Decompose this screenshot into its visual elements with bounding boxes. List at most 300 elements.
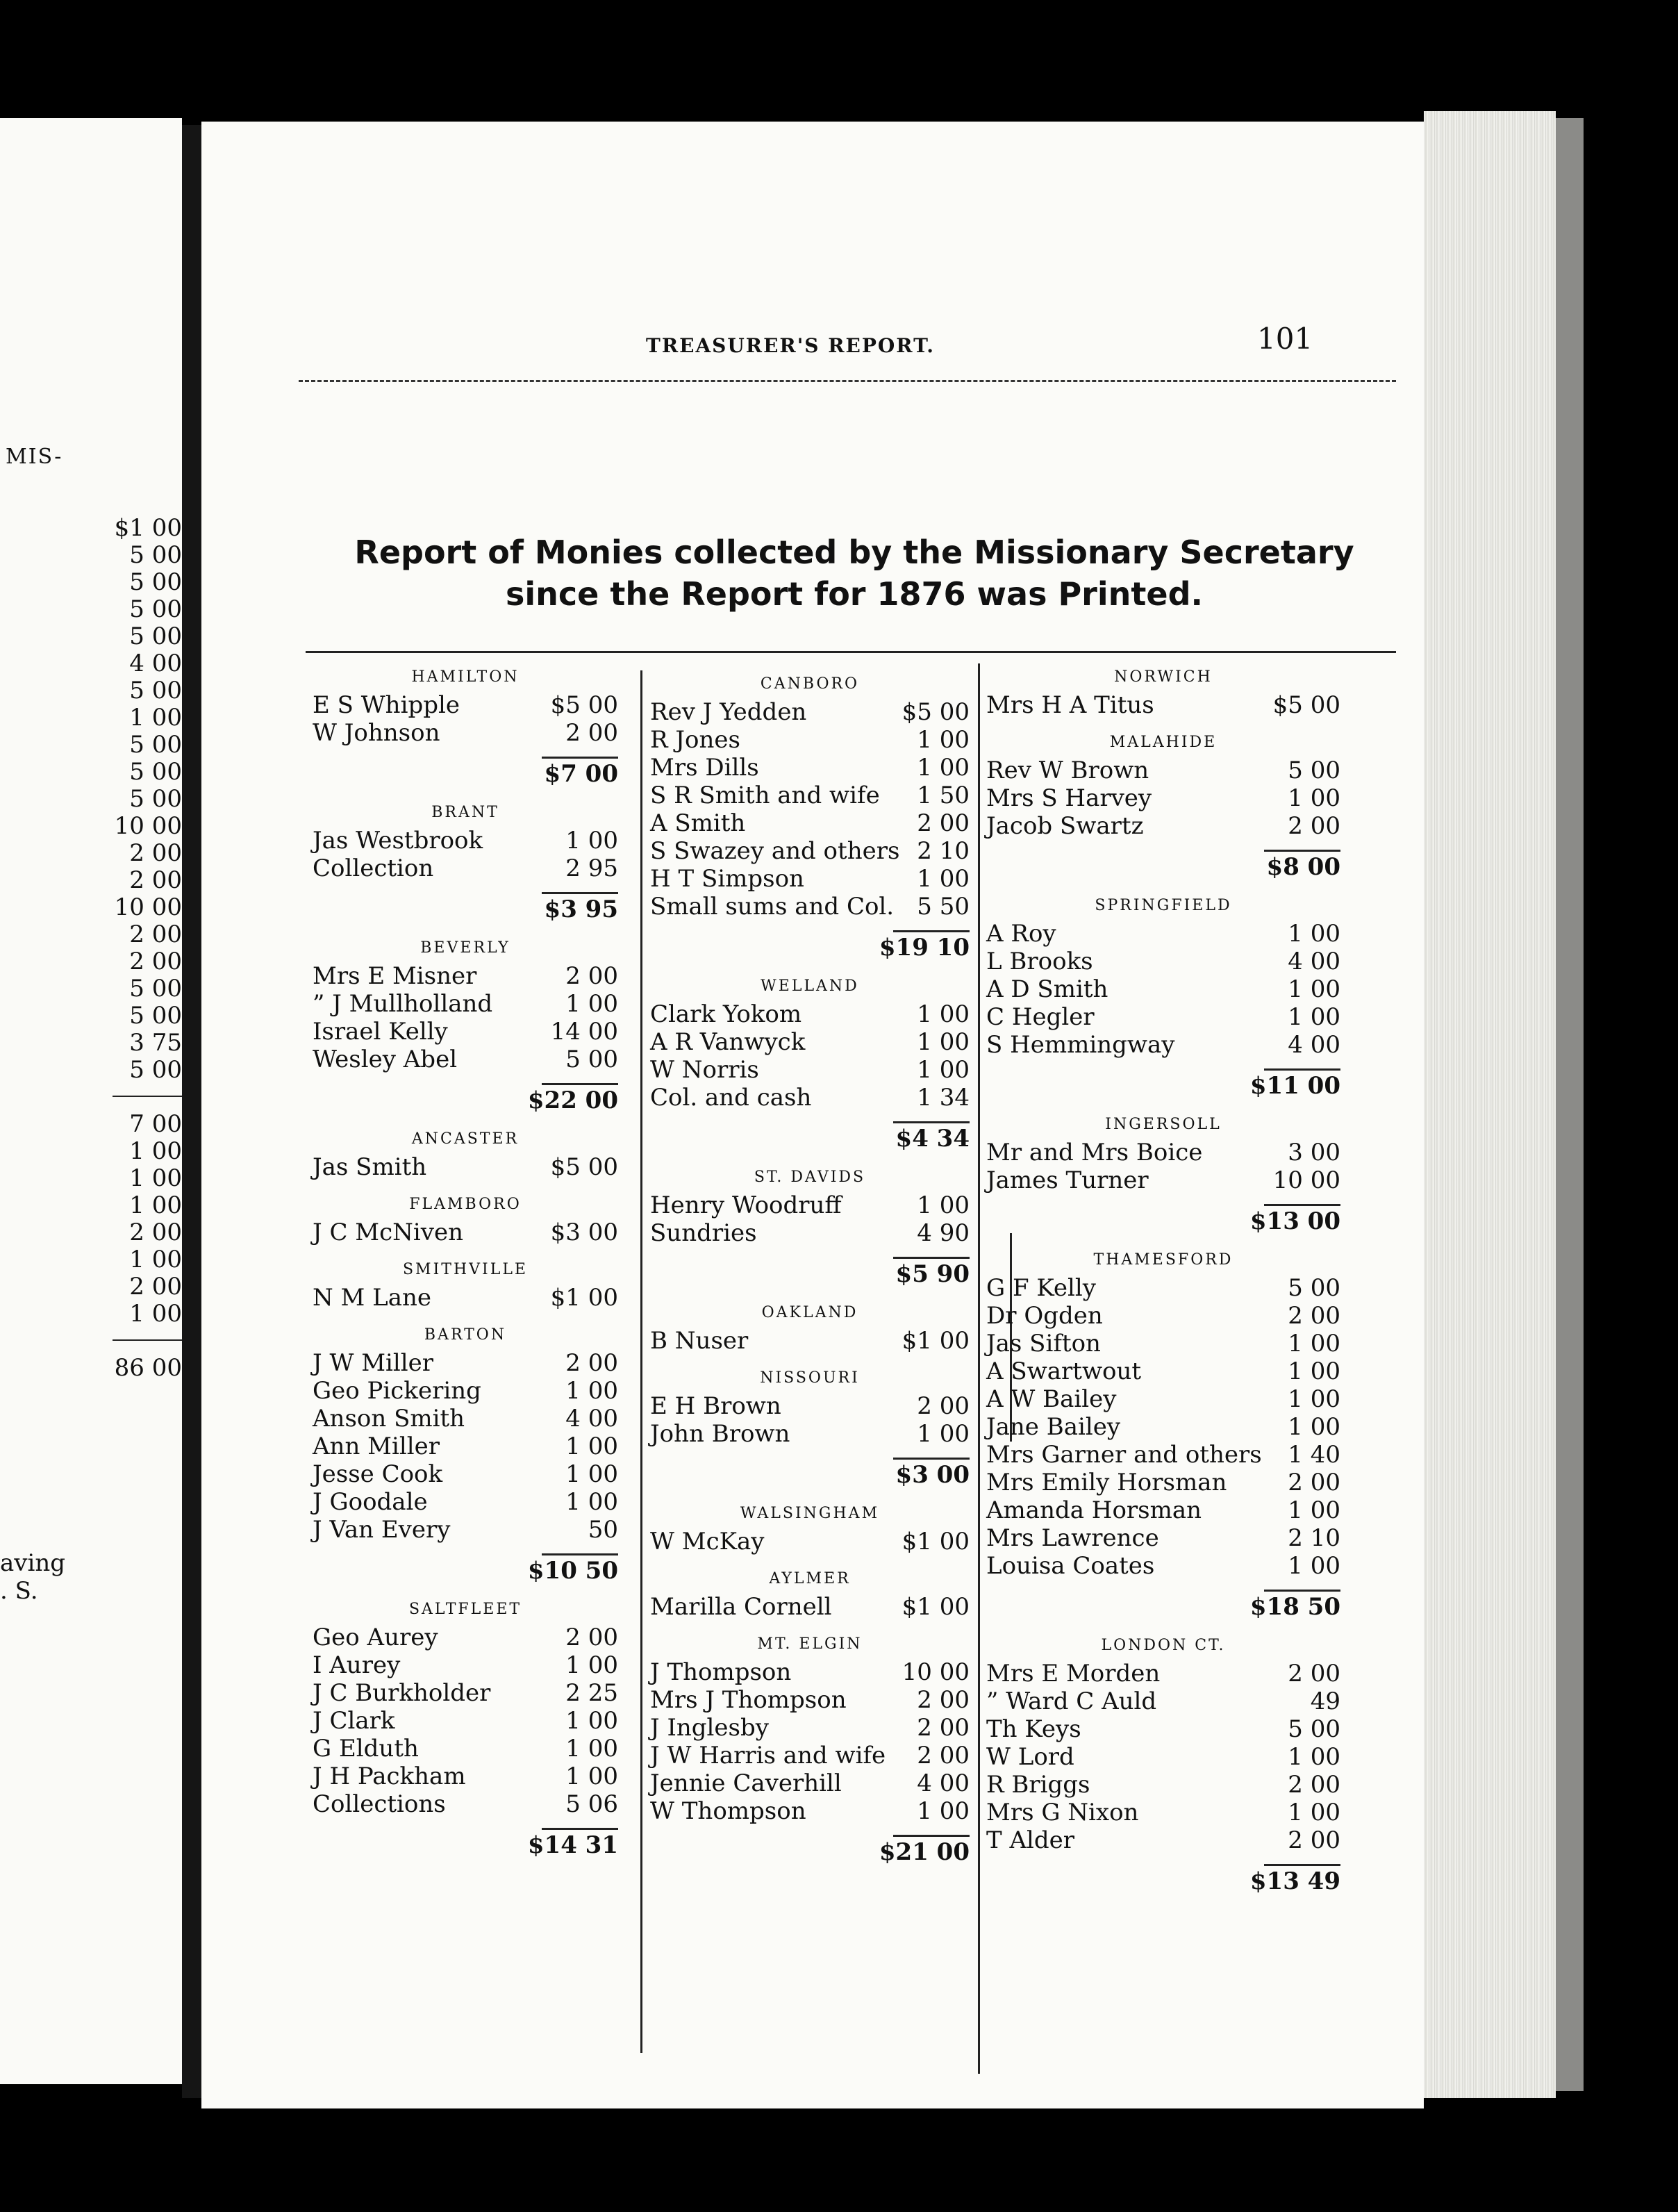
contributor-name: Henry Woodruff — [650, 1191, 842, 1219]
circuit-section — [986, 1246, 1340, 1622]
contributor-name: S Swazey and others — [650, 837, 900, 865]
contribution-row — [986, 1302, 1340, 1330]
contribution-amount: 1 00 — [1288, 1385, 1340, 1413]
contributor-name: R Jones — [650, 726, 740, 754]
report-title — [285, 531, 1424, 615]
section-total-amount: $18 50 — [1249, 1593, 1340, 1621]
contribution-row — [650, 865, 970, 893]
circuit-section — [650, 1164, 970, 1289]
contribution-amount: $1 00 — [550, 1284, 618, 1312]
contribution-row — [313, 1284, 618, 1312]
contributor-name: John Brown — [650, 1420, 790, 1448]
contribution-amount: 1 00 — [1288, 920, 1340, 948]
contribution-row — [986, 1413, 1340, 1441]
section-total-amount: $14 31 — [527, 1831, 618, 1859]
contribution-amount: 10 00 — [902, 1658, 970, 1686]
contributor-name: H T Simpson — [650, 865, 804, 893]
contributor-name: Mr and Mrs Boice — [986, 1139, 1203, 1166]
left-page-amount: 5 00 — [129, 622, 182, 650]
contribution-row — [986, 1826, 1340, 1854]
contribution-row — [986, 1274, 1340, 1302]
left-page-amount: 5 00 — [129, 758, 182, 786]
left-page-trailing-text: aving — [0, 1549, 66, 1577]
report-column — [986, 663, 1340, 1906]
contribution-amount: 2 00 — [917, 1742, 970, 1769]
contribution-amount: 2 25 — [565, 1679, 618, 1707]
title-rule — [306, 651, 1396, 653]
left-page-fragment — [0, 118, 182, 2084]
contribution-amount: 1 00 — [565, 827, 618, 855]
left-page-amount: 5 00 — [129, 785, 182, 813]
contribution-amount: 1 00 — [1288, 1003, 1340, 1031]
section-total — [986, 1592, 1340, 1622]
contributor-name: E S Whipple — [313, 691, 460, 719]
contribution-row — [986, 1330, 1340, 1357]
section-total — [650, 1259, 970, 1289]
contributor-name: Jennie Caverhill — [650, 1769, 842, 1797]
contribution-amount: 2 00 — [1288, 1660, 1340, 1687]
contributor-name: T Alder — [986, 1826, 1075, 1854]
contributor-name: Mrs E Misner — [313, 962, 477, 990]
contribution-amount: 2 00 — [917, 809, 970, 837]
section-total-amount: $10 50 — [527, 1557, 618, 1585]
left-page-amount: 2 00 — [129, 921, 182, 948]
contribution-amount: 1 00 — [565, 1763, 618, 1790]
left-page-amount: 10 00 — [114, 893, 182, 921]
left-page-amount: 2 00 — [129, 1273, 182, 1301]
circuit-name: WALSINGHAM — [740, 1505, 880, 1522]
left-page-amount: 1 00 — [129, 1246, 182, 1273]
left-page-amount: 2 00 — [129, 948, 182, 975]
contribution-row — [986, 1687, 1340, 1715]
contributor-name: I Aurey — [313, 1651, 401, 1679]
left-page-rule — [113, 1096, 182, 1097]
contributor-name: E H Brown — [650, 1392, 781, 1420]
circuit-section — [313, 934, 618, 1116]
section-total — [313, 1085, 618, 1116]
contribution-amount: 2 00 — [1288, 1469, 1340, 1496]
left-page-amount: 2 00 — [129, 1219, 182, 1246]
contribution-row — [313, 1624, 618, 1651]
contribution-row — [986, 1139, 1340, 1166]
section-total — [650, 1837, 970, 1867]
contributor-name: Jas Westbrook — [313, 827, 483, 855]
book-spine — [182, 125, 201, 2098]
section-total — [986, 1866, 1340, 1897]
circuit-name: NORWICH — [1114, 668, 1213, 686]
circuit-section — [650, 670, 970, 963]
contribution-row — [650, 754, 970, 782]
contribution-amount: 1 00 — [917, 1000, 970, 1028]
contributor-name: Mrs Garner and others — [986, 1441, 1262, 1469]
contribution-row — [986, 1743, 1340, 1771]
contribution-row — [986, 1031, 1340, 1059]
circuit-section — [313, 1321, 618, 1586]
contribution-row — [650, 1392, 970, 1420]
contribution-amount: 1 00 — [1288, 1799, 1340, 1826]
left-page-amount: 2 00 — [129, 839, 182, 867]
contribution-amount: 1 00 — [565, 1735, 618, 1763]
contribution-row — [650, 893, 970, 921]
contribution-row — [313, 1046, 618, 1073]
circuit-name: CANBORO — [760, 675, 860, 693]
report-title-line-2: since the Report for 1876 was Printed. — [506, 575, 1203, 613]
contribution-row — [650, 1742, 970, 1769]
column-divider — [978, 663, 980, 2074]
contribution-amount: 2 95 — [565, 855, 618, 882]
contribution-row — [986, 975, 1340, 1003]
contribution-row — [313, 1349, 618, 1377]
section-total-amount: $3 00 — [895, 1461, 970, 1489]
contributor-name: Geo Pickering — [313, 1377, 481, 1405]
page-edges — [1424, 111, 1556, 2098]
contribution-row — [313, 1735, 618, 1763]
contributor-name: R Briggs — [986, 1771, 1090, 1799]
left-page-amount: 7 00 — [129, 1110, 182, 1138]
contribution-amount: 50 — [588, 1516, 618, 1544]
contribution-amount: 1 00 — [1288, 1330, 1340, 1357]
contribution-row — [650, 1000, 970, 1028]
contributor-name: Clark Yokom — [650, 1000, 802, 1028]
left-page-amount: 5 00 — [129, 731, 182, 759]
section-total-amount: $22 00 — [527, 1087, 618, 1114]
contribution-row — [313, 855, 618, 882]
contribution-amount: 1 00 — [917, 1420, 970, 1448]
left-page-amount: 5 00 — [129, 541, 182, 569]
contribution-amount: 1 00 — [565, 1433, 618, 1460]
section-total — [986, 1071, 1340, 1101]
contribution-amount: 2 00 — [1288, 1302, 1340, 1330]
contributor-name: J C McNiven — [313, 1219, 463, 1246]
contributor-name: Jas Smith — [313, 1153, 427, 1181]
section-total — [650, 932, 970, 963]
circuit-section — [650, 1364, 970, 1490]
section-total-amount: $19 10 — [879, 934, 970, 961]
contribution-amount: 2 00 — [917, 1686, 970, 1714]
contribution-row — [650, 837, 970, 865]
column-divider — [640, 670, 642, 2053]
left-page-amount: $1 00 — [114, 514, 182, 542]
contribution-amount: $5 00 — [550, 1153, 618, 1181]
contributor-name: Col. and cash — [650, 1084, 812, 1112]
contribution-row — [313, 1679, 618, 1707]
circuit-section — [986, 892, 1340, 1101]
section-total — [313, 1830, 618, 1860]
circuit-name: SALTFLEET — [408, 1601, 522, 1618]
left-page-amount: 1 00 — [129, 1137, 182, 1165]
circuit-section — [313, 1596, 618, 1860]
left-page-amount: 5 00 — [129, 1056, 182, 1084]
contributor-name: A Smith — [650, 809, 746, 837]
contributor-name: Jane Bailey — [986, 1413, 1121, 1441]
left-page-amount: 1 00 — [129, 1300, 182, 1328]
contribution-row — [650, 1714, 970, 1742]
contribution-amount: 5 00 — [1288, 757, 1340, 784]
contribution-amount: 1 00 — [1288, 784, 1340, 812]
contribution-row — [313, 1219, 618, 1246]
contributor-name: ” J Mullholland — [313, 990, 493, 1018]
contribution-row — [650, 726, 970, 754]
contributor-name: Mrs S Harvey — [986, 784, 1152, 812]
contributor-name: J C Burkholder — [313, 1679, 491, 1707]
left-page-amount: 5 00 — [129, 568, 182, 596]
contributor-name: A Swartwout — [986, 1357, 1142, 1385]
contribution-amount: 5 06 — [565, 1790, 618, 1818]
contribution-row — [986, 1799, 1340, 1826]
contributor-name: Israel Kelly — [313, 1018, 448, 1046]
contributor-name: Louisa Coates — [986, 1552, 1155, 1580]
contributor-name: S Hemmingway — [986, 1031, 1175, 1059]
contribution-row — [650, 1658, 970, 1686]
contribution-amount: 2 00 — [1288, 1826, 1340, 1854]
contributor-name: W Thompson — [650, 1797, 806, 1825]
contribution-row — [986, 1003, 1340, 1031]
contribution-row — [650, 1327, 970, 1355]
contributor-name: J W Harris and wife — [650, 1742, 886, 1769]
left-page-amount: 4 00 — [129, 650, 182, 677]
contribution-amount: 1 40 — [1288, 1441, 1340, 1469]
circuit-section — [986, 663, 1340, 719]
circuit-section — [313, 1256, 618, 1312]
contribution-row — [650, 1056, 970, 1084]
left-page-heading: MIS- — [6, 445, 63, 469]
contributor-name: Small sums and Col. — [650, 893, 895, 921]
contribution-row — [313, 990, 618, 1018]
circuit-section — [313, 1191, 618, 1246]
contribution-row — [650, 1528, 970, 1555]
left-page-amount: 1 00 — [129, 1164, 182, 1192]
contributor-name: W Norris — [650, 1056, 759, 1084]
circuit-section — [650, 1631, 970, 1867]
contribution-row — [313, 719, 618, 747]
contribution-row — [986, 784, 1340, 812]
contribution-row — [650, 698, 970, 726]
contribution-row — [313, 1405, 618, 1433]
page-edges-outer — [1556, 118, 1584, 2091]
contributor-name: A Roy — [986, 920, 1056, 948]
contribution-amount: 1 00 — [565, 1651, 618, 1679]
contribution-row — [650, 1084, 970, 1112]
contributor-name: Sundries — [650, 1219, 757, 1247]
contribution-amount: 4 00 — [1288, 1031, 1340, 1059]
contribution-amount: 1 00 — [565, 1707, 618, 1735]
contributor-name: A W Bailey — [986, 1385, 1117, 1413]
contribution-amount: 4 00 — [917, 1769, 970, 1797]
contribution-row — [650, 1769, 970, 1797]
contributor-name: Rev W Brown — [986, 757, 1149, 784]
contribution-amount: 2 00 — [917, 1714, 970, 1742]
contributor-name: Marilla Cornell — [650, 1593, 832, 1621]
contribution-amount: 2 10 — [1288, 1524, 1340, 1552]
section-total — [650, 1123, 970, 1154]
contribution-row — [313, 827, 618, 855]
contribution-amount: 10 00 — [1272, 1166, 1340, 1194]
contributor-name: Mrs H A Titus — [986, 691, 1154, 719]
circuit-section — [986, 1111, 1340, 1237]
contribution-row — [650, 809, 970, 837]
contributor-name: Mrs G Nixon — [986, 1799, 1139, 1826]
left-page-amount: 5 00 — [129, 975, 182, 1002]
contribution-amount: 1 00 — [1288, 1413, 1340, 1441]
contribution-amount: 1 00 — [565, 990, 618, 1018]
report-column — [650, 670, 970, 1877]
contributor-name: S R Smith and wife — [650, 782, 880, 809]
contributor-name: J Thompson — [650, 1658, 792, 1686]
section-total — [986, 1206, 1340, 1237]
section-total-amount: $13 00 — [1249, 1207, 1340, 1235]
contribution-amount: 5 00 — [1288, 1715, 1340, 1743]
circuit-section — [986, 1632, 1340, 1897]
contributor-name: Jesse Cook — [313, 1460, 443, 1488]
contribution-amount: 1 00 — [1288, 1743, 1340, 1771]
contribution-amount: 1 00 — [565, 1460, 618, 1488]
contribution-row — [650, 1191, 970, 1219]
section-total — [313, 759, 618, 789]
contributor-name: Mrs Lawrence — [986, 1524, 1159, 1552]
contribution-row — [986, 691, 1340, 719]
contributor-name: Amanda Horsman — [986, 1496, 1202, 1524]
contribution-amount: 1 00 — [565, 1377, 618, 1405]
contributor-name: Jas Sifton — [986, 1330, 1101, 1357]
circuit-name: HAMILTON — [411, 668, 520, 686]
page-header — [201, 322, 1424, 363]
contributor-name: J Clark — [313, 1707, 395, 1735]
contribution-row — [650, 1028, 970, 1056]
contributor-name: ” Ward C Auld — [986, 1687, 1157, 1715]
contribution-amount: 1 34 — [917, 1084, 970, 1112]
contribution-amount: 2 00 — [1288, 812, 1340, 840]
contribution-amount: 1 00 — [1288, 1357, 1340, 1385]
contribution-amount: $3 00 — [550, 1219, 618, 1246]
contributor-name: Jacob Swartz — [986, 812, 1144, 840]
contribution-row — [313, 1790, 618, 1818]
section-total-amount: $8 00 — [1266, 853, 1340, 881]
section-total — [313, 1555, 618, 1586]
contributor-name: Mrs E Morden — [986, 1660, 1161, 1687]
circuit-name: NISSOURI — [760, 1369, 860, 1387]
contribution-amount: 5 00 — [1288, 1274, 1340, 1302]
circuit-name: WELLAND — [761, 977, 859, 995]
contribution-amount: 2 00 — [565, 1349, 618, 1377]
contributor-name: James Turner — [986, 1166, 1149, 1194]
contribution-amount: 1 00 — [1288, 1496, 1340, 1524]
contributor-name: W Lord — [986, 1743, 1074, 1771]
contributor-name: L Brooks — [986, 948, 1093, 975]
contribution-row — [986, 1469, 1340, 1496]
contribution-amount: $1 00 — [902, 1593, 970, 1621]
contribution-amount: 1 00 — [917, 865, 970, 893]
contribution-row — [313, 962, 618, 990]
section-total — [986, 852, 1340, 882]
contributor-name: Wesley Abel — [313, 1046, 458, 1073]
circuit-section — [313, 1125, 618, 1181]
circuit-section — [650, 1565, 970, 1621]
circuit-name: THAMESFORD — [1093, 1251, 1233, 1269]
left-page-amount: 1 00 — [129, 704, 182, 732]
contribution-amount: 1 50 — [917, 782, 970, 809]
page-number: 101 — [1257, 322, 1313, 356]
contribution-amount: 1 00 — [917, 754, 970, 782]
contribution-amount: 1 00 — [565, 1488, 618, 1516]
contribution-amount: 1 00 — [1288, 1552, 1340, 1580]
contribution-amount: 1 00 — [917, 1191, 970, 1219]
circuit-name: BRANT — [431, 804, 499, 821]
contribution-amount: 1 00 — [917, 726, 970, 754]
contribution-row — [986, 1496, 1340, 1524]
contribution-amount: $5 00 — [902, 698, 970, 726]
contribution-amount: 1 00 — [1288, 975, 1340, 1003]
contribution-row — [313, 1488, 618, 1516]
circuit-section — [313, 663, 618, 789]
left-page-amount: 1 00 — [129, 1191, 182, 1219]
contributor-name: Mrs Dills — [650, 754, 759, 782]
section-total — [313, 894, 618, 925]
contribution-amount: 5 00 — [565, 1046, 618, 1073]
contribution-amount: 4 90 — [917, 1219, 970, 1247]
contributor-name: A R Vanwyck — [650, 1028, 806, 1056]
left-page-amount: 5 00 — [129, 1002, 182, 1030]
circuit-section — [650, 1299, 970, 1355]
contribution-row — [313, 1433, 618, 1460]
contribution-row — [986, 1357, 1340, 1385]
contribution-row — [986, 1524, 1340, 1552]
report-title-line-1: Report of Monies collected by the Missionary Secretary — [354, 534, 1354, 571]
circuit-name: FLAMBORO — [409, 1196, 522, 1213]
section-total-amount: $7 00 — [544, 760, 618, 788]
circuit-name: INGERSOLL — [1105, 1116, 1222, 1133]
contribution-row — [986, 1441, 1340, 1469]
contribution-row — [986, 948, 1340, 975]
contribution-row — [313, 1153, 618, 1181]
left-page-amount: 86 00 — [114, 1354, 182, 1382]
section-total-amount: $3 95 — [544, 895, 618, 923]
contributor-name: J Inglesby — [650, 1714, 769, 1742]
contribution-amount: 5 50 — [917, 893, 970, 921]
contributor-name: Mrs J Thompson — [650, 1686, 847, 1714]
contributor-name: G F Kelly — [986, 1274, 1096, 1302]
contribution-amount: 3 00 — [1288, 1139, 1340, 1166]
circuit-section — [650, 1500, 970, 1555]
circuit-name: SMITHVILLE — [402, 1261, 528, 1278]
contributor-name: Mrs Emily Horsman — [986, 1469, 1227, 1496]
contributor-name: Collection — [313, 855, 434, 882]
contribution-row — [986, 757, 1340, 784]
contribution-row — [986, 920, 1340, 948]
contributor-name: W Johnson — [313, 719, 440, 747]
contributor-name: J Van Every — [313, 1516, 451, 1544]
contribution-amount: 4 00 — [1288, 948, 1340, 975]
circuit-name: ST. DAVIDS — [754, 1169, 866, 1186]
contribution-row — [313, 1707, 618, 1735]
left-page-amount: 10 00 — [114, 812, 182, 840]
contribution-amount: 4 00 — [565, 1405, 618, 1433]
section-total-amount: $11 00 — [1249, 1072, 1340, 1100]
circuit-name: MT. ELGIN — [757, 1635, 863, 1653]
contribution-amount: $1 00 — [902, 1327, 970, 1355]
header-rule — [299, 380, 1396, 382]
contribution-row — [986, 1552, 1340, 1580]
contributor-name: Dr Ogden — [986, 1302, 1103, 1330]
contributor-name: Th Keys — [986, 1715, 1081, 1743]
contribution-row — [986, 1771, 1340, 1799]
contributor-name: J H Packham — [313, 1763, 466, 1790]
contribution-row — [986, 1715, 1340, 1743]
contribution-row — [313, 1763, 618, 1790]
contributor-name: B Nuser — [650, 1327, 749, 1355]
contribution-amount: 2 00 — [565, 1624, 618, 1651]
contribution-amount: 2 10 — [917, 837, 970, 865]
contribution-row — [986, 1166, 1340, 1194]
